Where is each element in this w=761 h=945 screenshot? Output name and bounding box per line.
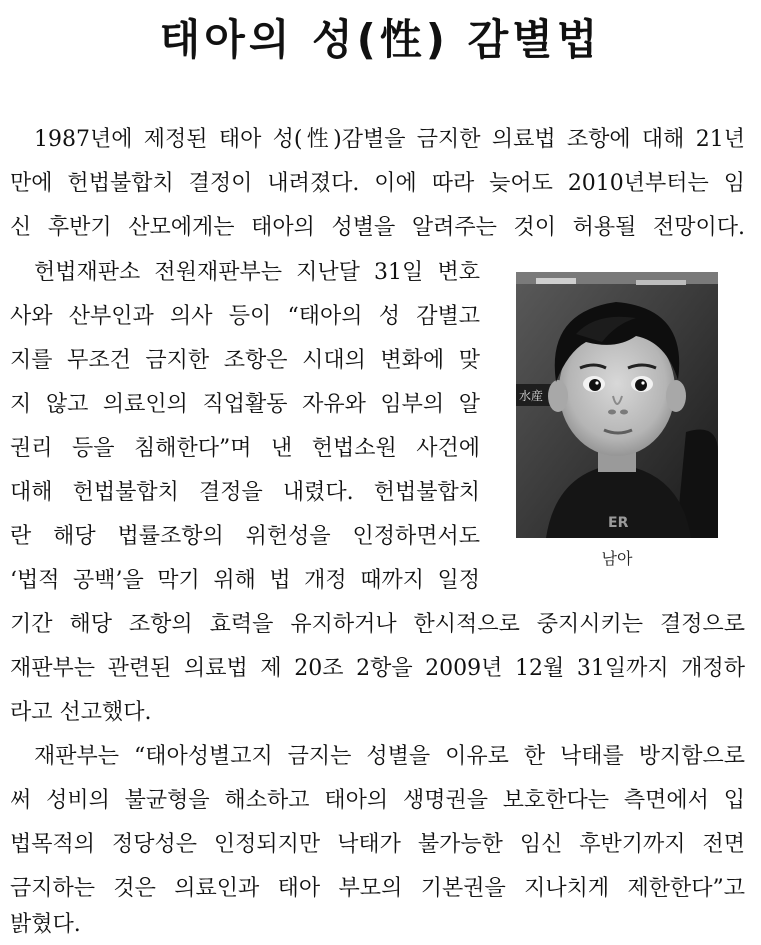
paragraph-line: 재판부는 관련된 의료법 제 20조 2항을 2009년 12월 31일까지 개정하 (10, 656, 745, 681)
paragraph-line: 밝혔다. (10, 912, 81, 937)
paragraph-line: 헌법재판소 전원재판부는 지난달 31일 변호 (34, 260, 480, 285)
article-title: 태아의 성(性) 감별법 (159, 15, 602, 64)
boy-photo (516, 272, 718, 538)
svg-text:ER: ER (608, 515, 629, 531)
paragraph-line: 란 해당 법률조항의 위헌성을 인정하면서도 (10, 524, 480, 549)
paragraph-line: 사와 산부인과 의사 등이 “태아의 성 감별고 (10, 304, 480, 329)
paragraph-line: 기간 해당 조항의 효력을 유지하거나 한시적으로 중지시키는 결정으로 (10, 612, 745, 637)
photo-caption: 남아 (601, 549, 633, 568)
paragraph-line: 1987년에 제정된 태아 성(性)감별을 금지한 의료법 조항에 대해 21년 (34, 127, 745, 152)
paragraph-line: 법목적의 정당성은 인정되지만 낙태가 불가능한 임신 후반기까지 전면 (10, 832, 745, 857)
paragraph-line: ‘법적 공백’을 막기 위해 법 개정 때까지 일정 (10, 568, 480, 593)
paragraph-line: 지 않고 의료인의 직업활동 자유와 임부의 알 (10, 392, 480, 417)
paragraph-line: 신 후반기 산모에게는 태아의 성별을 알려주는 것이 허용될 전망이다. (10, 215, 745, 240)
paragraph-line: 지를 무조건 금지한 조항은 시대의 변화에 맞 (10, 348, 480, 373)
paragraph-line: 금지하는 것은 의료인과 태아 부모의 기본권을 지나치게 제한한다”고 (10, 876, 745, 901)
paragraph-line: 써 성비의 불균형을 해소하고 태아의 생명권을 보호한다는 측면에서 입 (10, 788, 745, 813)
paragraph-line: 재판부는 “태아성별고지 금지는 성별을 이유로 한 낙태를 방지함으로 (34, 744, 745, 769)
paragraph-line: 대해 헌법불합치 결정을 내렸다. 헌법불합치 (10, 480, 480, 505)
paragraph-line: 권리 등을 침해한다”며 낸 헌법소원 사건에 (10, 436, 480, 461)
sign-text: 水産 (519, 389, 544, 403)
paragraph-line: 라고 선고했다. (10, 700, 152, 725)
paragraph-line: 만에 헌법불합치 결정이 내려졌다. 이에 따라 늦어도 2010년부터는 임 (10, 171, 745, 196)
